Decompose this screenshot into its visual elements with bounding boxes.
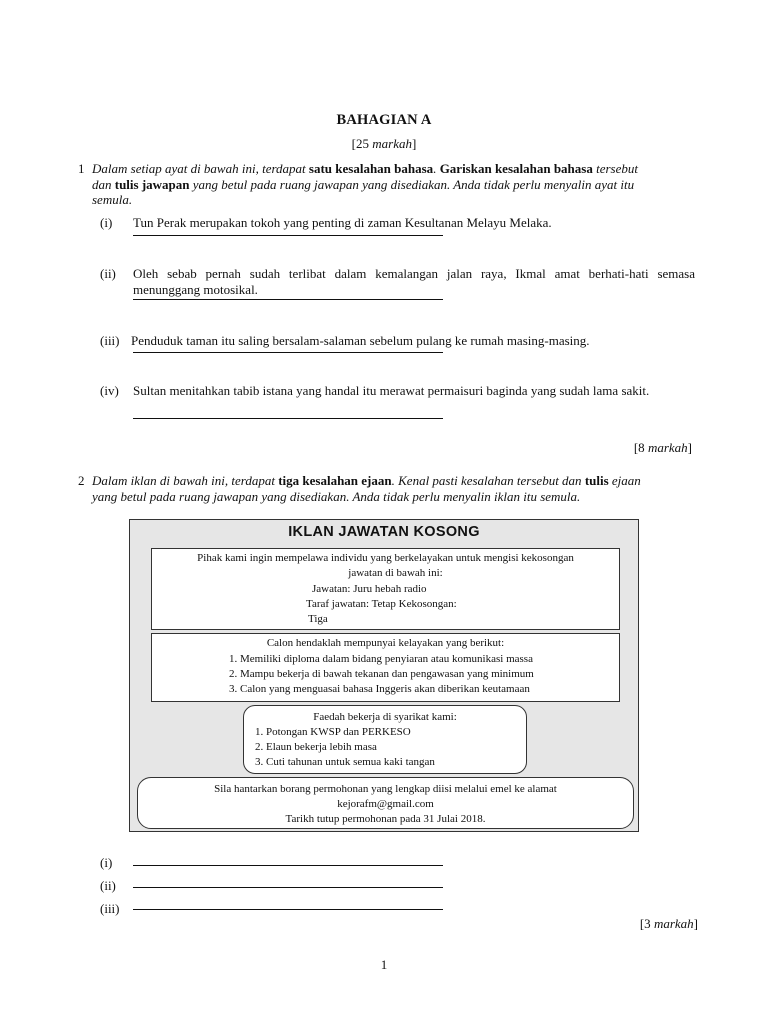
- q1-number: 1: [78, 161, 85, 176]
- q1-item-text: Tun Perak merupakan tokoh yang penting di zaman Kesultanan Melayu Melaka.: [133, 215, 552, 230]
- section-title: BAHAGIAN A: [336, 112, 432, 128]
- q1-item-text: Penduduk taman itu saling bersalam-salaman sebelum pulang ke rumah masing-masing.: [131, 333, 590, 348]
- section-marks: [25 markah]: [351, 136, 417, 151]
- q1-item-label: (i): [100, 215, 113, 230]
- q2-answer-label: (i): [100, 855, 113, 870]
- q2-instructions: Dalam iklan di bawah ini, terdapat tiga kesalahan ejaan. Kenal pasti kesalahan tersebut dan tulis ejaan yang betul pada ruang jawapan yang disediakan. Anda tidak perlu menyalin iklan itu semula.: [92, 473, 641, 504]
- q1-item-label: (ii): [100, 266, 116, 281]
- q1-item-text: Oleh sebab pernah sudah terlibat dalam kemalangan jalan raya, Ikmal amat berhati-hati semasa menunggang motosikal.: [133, 266, 695, 297]
- q2-number: 2: [78, 473, 85, 488]
- qualification-item: 2. Mampu bekerja di bawah tekanan dan pengawasan yang minimum: [229, 668, 534, 680]
- application-deadline: Tarikh tutup permohonan pada 31 Julai 2018.: [285, 813, 486, 825]
- application-box: [137, 777, 634, 829]
- advertisement-title: IKLAN JAWATAN KOSONG: [288, 524, 480, 540]
- vacancy-line: Pihak kami ingin mempelawa individu yang berkelayakan untuk mengisi kekosongan: [197, 552, 574, 564]
- vacancy-count: Tiga: [308, 613, 328, 625]
- job-advertisement: [129, 519, 639, 832]
- q2-answer-label: (ii): [100, 878, 116, 893]
- qualification-item: 3. Calon yang menguasai bahasa Inggeris akan diberikan keutamaan: [229, 683, 530, 695]
- vacancy-position: Jawatan: Juru hebah radio: [312, 583, 427, 595]
- q1-instructions: Dalam setiap ayat di bawah ini, terdapat satu kesalahan bahasa. Gariskan kesalahan bahasa tersebut dan tulis jawapan yang betul pada ruang jawapan yang disediakan. Anda tidak perlu menyalin ayat itu semula.: [92, 161, 638, 207]
- answer-line[interactable]: [133, 887, 443, 888]
- benefit-item: 3. Cuti tahunan untuk semua kaki tangan: [255, 756, 435, 768]
- answer-line[interactable]: [133, 299, 443, 300]
- vacancy-status: Taraf jawatan: Tetap Kekosongan:: [306, 598, 457, 610]
- answer-line[interactable]: [133, 352, 443, 353]
- answer-line[interactable]: [133, 418, 443, 419]
- application-line: Sila hantarkan borang permohonan yang lengkap diisi melalui emel ke alamat: [214, 783, 557, 795]
- q2-marks: [3 markah]: [639, 916, 698, 931]
- q1-item-label: (iii): [100, 333, 120, 348]
- answer-line[interactable]: [133, 235, 443, 236]
- q1-item-label: (iv): [100, 383, 119, 398]
- answer-line[interactable]: [133, 909, 443, 910]
- qualification-item: 1. Memiliki diploma dalam bidang penyiaran atau komunikasi massa: [229, 653, 533, 665]
- q1-marks: [8 markah]: [633, 440, 692, 455]
- application-email: kejorafm@gmail.com: [337, 798, 434, 810]
- qualifications-box: [151, 633, 620, 702]
- benefit-item: 2. Elaun bekerja lebih masa: [255, 741, 377, 753]
- benefits-heading: Faedah bekerja di syarikat kami:: [313, 711, 457, 723]
- q1-item-text: Sultan menitahkan tabib istana yang handal itu merawat permaisuri baginda yang sudah lama sakit.: [133, 383, 650, 398]
- benefits-box: [243, 705, 527, 774]
- vacancy-box: [151, 548, 620, 630]
- vacancy-line: jawatan di bawah ini:: [348, 567, 443, 579]
- page-number: 1: [380, 957, 388, 972]
- benefit-item: 1. Potongan KWSP dan PERKESO: [255, 726, 411, 738]
- qualifications-heading: Calon hendaklah mempunyai kelayakan yang berikut:: [266, 637, 505, 649]
- answer-line[interactable]: [133, 865, 443, 866]
- q2-answer-label: (iii): [100, 901, 120, 916]
